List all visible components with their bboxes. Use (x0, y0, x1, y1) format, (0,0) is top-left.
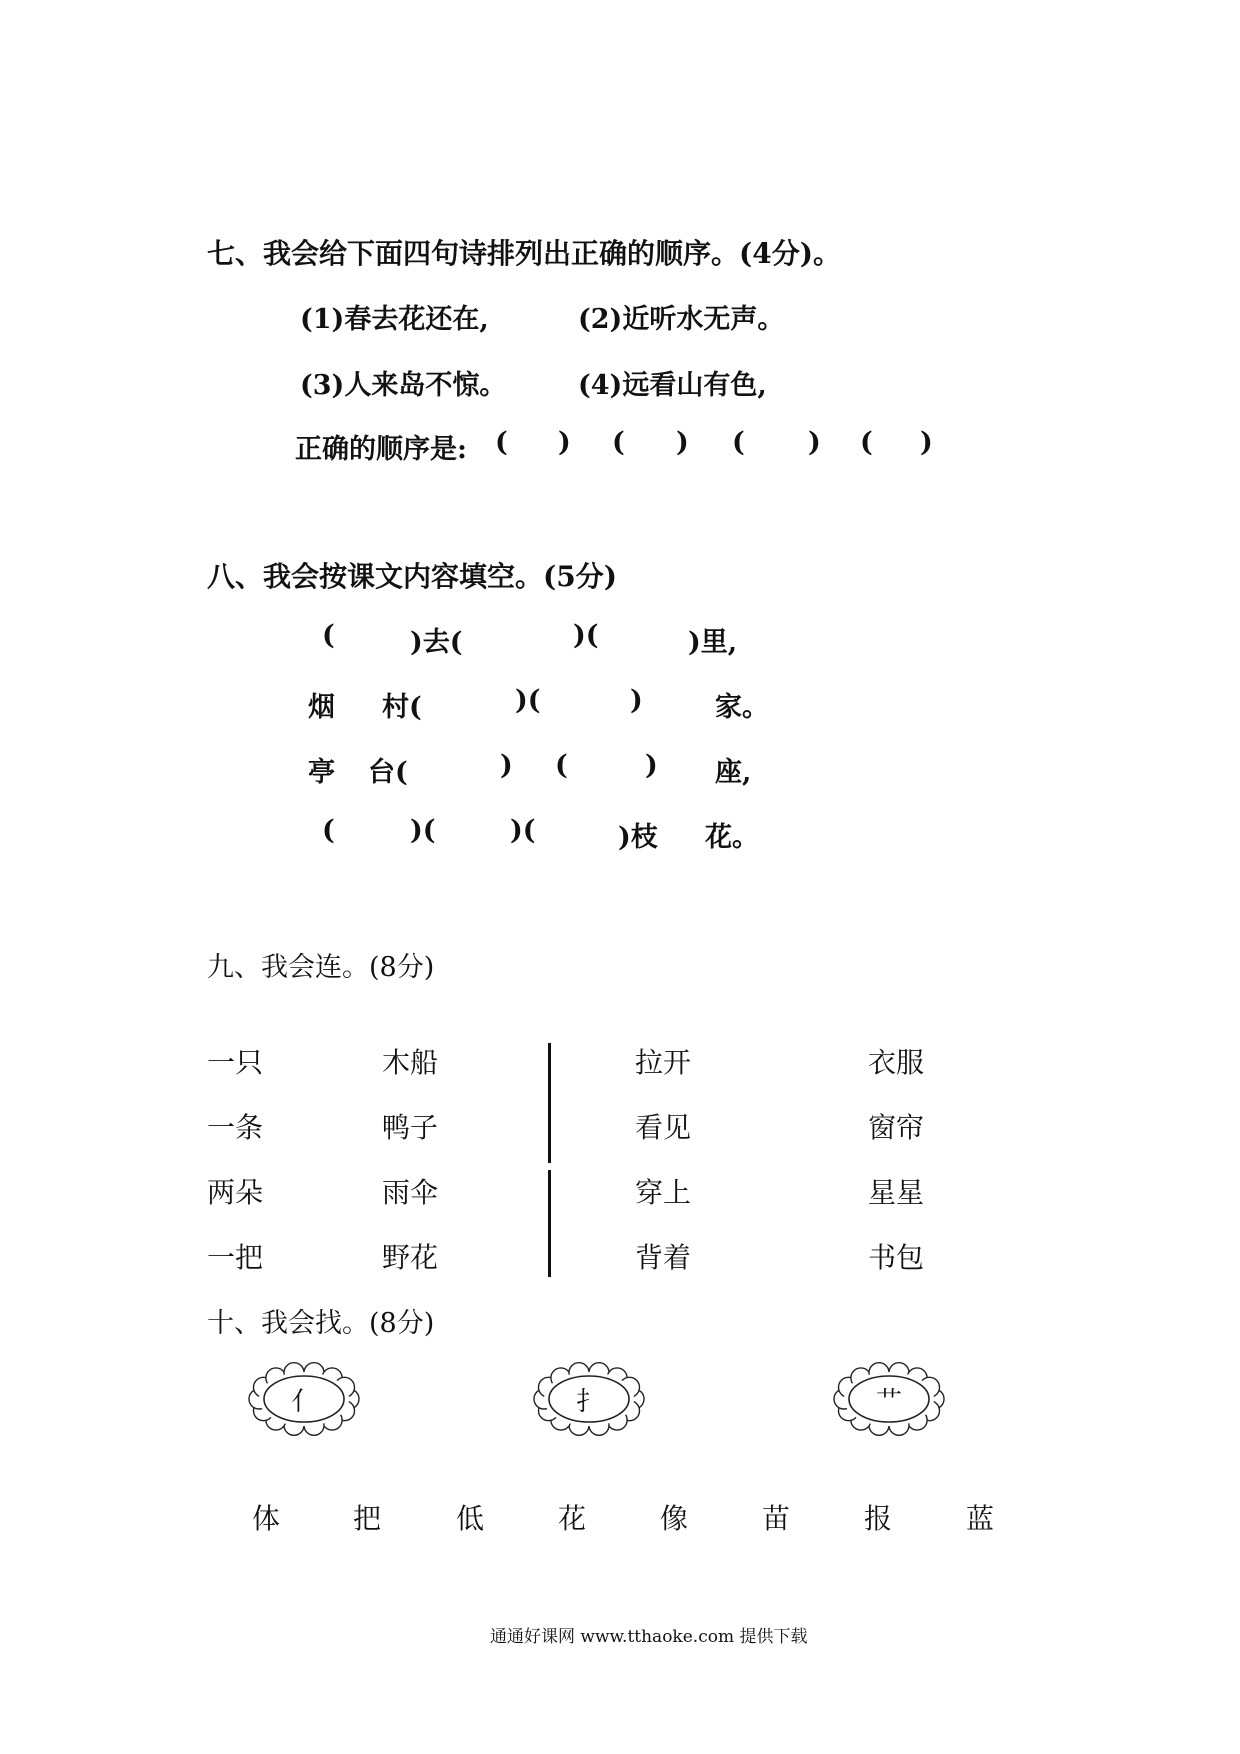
match-word: 穿上 (635, 1176, 692, 1209)
poem-line-2: (2)近听水无声。 (578, 304, 785, 335)
match-word: 拉开 (635, 1046, 692, 1079)
section-8-title: 八、我会按课文内容填空。(5分) (207, 560, 617, 593)
find-word: 蓝 (966, 1502, 995, 1535)
match-word: 两朵 (207, 1176, 264, 1209)
fill-row-3-part: ) (645, 750, 658, 781)
match-word: 野花 (382, 1241, 439, 1274)
fill-row-3-part: ( (555, 750, 568, 781)
answer-blank-close: ) (558, 427, 571, 458)
find-word: 低 (456, 1502, 485, 1535)
column-divider (548, 1170, 551, 1277)
fill-row-3-part: 座, (715, 757, 752, 788)
fill-row-3-part: ) (500, 750, 513, 781)
match-word: 窗帘 (868, 1111, 925, 1144)
section-7-title: 七、我会给下面四句诗排列出正确的顺序。(4分)。 (207, 237, 841, 270)
column-divider (548, 1043, 551, 1163)
answer-blank-close: ) (920, 427, 933, 458)
match-word: 木船 (382, 1046, 439, 1079)
answer-label: 正确的顺序是: (295, 434, 467, 465)
match-word: 鸭子 (382, 1111, 439, 1144)
find-word: 把 (353, 1502, 382, 1535)
fill-row-4-part: )( (510, 815, 536, 846)
find-word: 像 (660, 1502, 689, 1535)
find-word: 体 (252, 1502, 281, 1535)
fill-row-1-part: )里, (688, 627, 738, 658)
poem-line-1: (1)春去花还在, (300, 304, 489, 335)
answer-blank-open: ( (732, 427, 745, 458)
answer-blank-close: ) (676, 427, 689, 458)
fill-row-2-part: ) (630, 685, 643, 716)
section-10-title: 十、我会找。(8分) (207, 1308, 435, 1339)
fill-row-4-part: 花。 (705, 822, 759, 853)
fill-row-3-part: 台( (368, 757, 408, 788)
fill-row-2-part: 村( (382, 692, 422, 723)
answer-blank-open: ( (860, 427, 873, 458)
match-word: 书包 (868, 1241, 925, 1274)
section-9-title: 九、我会连。(8分) (207, 952, 435, 983)
find-word: 花 (558, 1502, 587, 1535)
fill-row-2-part: 家。 (715, 692, 769, 723)
answer-blank-open: ( (612, 427, 625, 458)
radical-char: 亻 (290, 1386, 317, 1417)
match-word: 一把 (207, 1241, 264, 1274)
answer-blank-open: ( (495, 427, 508, 458)
radical-flower (530, 1360, 648, 1438)
find-word: 苗 (762, 1502, 791, 1535)
fill-row-1-part: ( (322, 620, 335, 651)
answer-blank-close: ) (808, 427, 821, 458)
fill-row-2-part: 烟 (308, 692, 335, 723)
match-word: 一只 (207, 1046, 264, 1079)
fill-row-3-part: 亭 (308, 757, 335, 788)
match-word: 一条 (207, 1111, 264, 1144)
fill-row-2-part: )( (515, 685, 541, 716)
match-word: 看见 (635, 1111, 692, 1144)
page-footer: 通通好课网 www.tthaoke.com 提供下载 (490, 1627, 808, 1647)
match-word: 衣服 (868, 1046, 925, 1079)
find-word: 报 (864, 1502, 893, 1535)
fill-row-4-part: ( (322, 815, 335, 846)
fill-row-1-part: )去( (410, 627, 463, 658)
poem-line-3: (3)人来岛不惊。 (300, 370, 507, 401)
radical-flower (830, 1360, 948, 1438)
fill-row-4-part: )( (410, 815, 436, 846)
fill-row-1-part: )( (573, 620, 599, 651)
radical-char: 扌 (575, 1386, 602, 1417)
match-word: 雨伞 (382, 1176, 439, 1209)
radical-flower (245, 1360, 363, 1438)
radical-char: 艹 (875, 1386, 902, 1417)
fill-row-4-part: )枝 (618, 822, 658, 853)
match-word: 星星 (868, 1176, 925, 1209)
poem-line-4: (4)远看山有色, (578, 370, 767, 401)
match-word: 背着 (635, 1241, 692, 1274)
